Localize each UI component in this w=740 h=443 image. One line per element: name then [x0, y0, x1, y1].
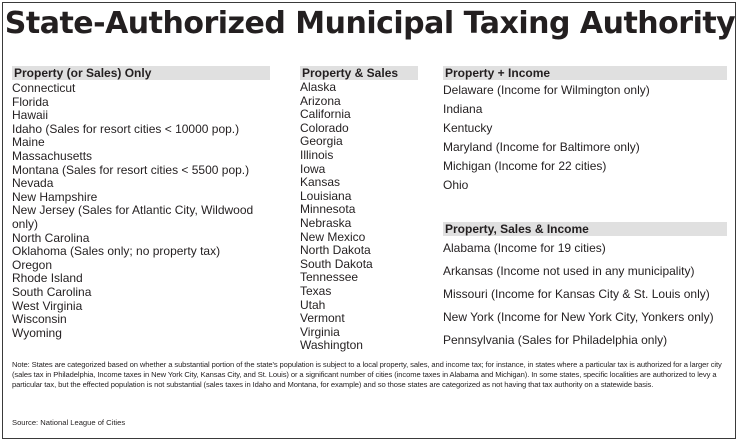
- state-item: Iowa: [300, 161, 326, 176]
- column-property-or-sales-only: [12, 66, 270, 340]
- state-item: Alabama (Income for 19 cities): [443, 241, 606, 255]
- state-item: Arizona: [300, 93, 341, 108]
- state-item: Rhode Island: [12, 271, 83, 286]
- state-item: North Dakota: [300, 243, 371, 258]
- column-property-sales-income: [443, 222, 727, 352]
- state-item: Wisconsin: [12, 312, 67, 327]
- state-item: Arkansas (Income not used in any municipality): [443, 264, 695, 278]
- state-item: Virginia: [300, 324, 340, 339]
- state-item: Oklahoma (Sales only; no property tax): [12, 244, 221, 259]
- state-item: Wyoming: [12, 325, 62, 340]
- state-item: Massachusetts: [12, 148, 93, 163]
- state-item: Alaska: [300, 80, 337, 94]
- state-list: [300, 81, 418, 353]
- state-list: [443, 237, 727, 352]
- column-header: Property (or Sales) Only: [12, 66, 270, 80]
- state-item: Colorado: [300, 120, 349, 135]
- column-property-plus-income: [443, 66, 727, 195]
- column-header: Property & Sales: [300, 66, 418, 80]
- state-item: West Virginia: [12, 298, 83, 313]
- state-item: Kansas: [300, 175, 341, 190]
- state-item: South Carolina: [12, 284, 92, 299]
- state-item: New Mexico: [300, 229, 366, 244]
- state-item: Nebraska: [300, 215, 352, 230]
- state-item: Idaho (Sales for resort cities < 10000 pop.): [12, 121, 240, 136]
- state-item: Illinois: [300, 147, 334, 162]
- figure-title: State-Authorized Municipal Taxing Authority: [4, 6, 736, 41]
- footnote: Note: States are categorized based on whether a substantial portion of the state's population is subject to a local property, sales, and income tax; for instance, in states where a particular tax is authorized for a larger city (sales tax in Philadelphia, Income taxes in New York City, Kansas City, and St. Louis) or a significant number of cities (income taxes in Alabama and Michigan). In some states, specific localities are authorized to levy a particular tax, but the effected population is not substantial (sales taxes in Idaho and Montana, for example) and so those states are categorized as not having that tax authority on a statewide basis.: [12, 360, 722, 389]
- state-item: Delaware (Income for Wilmington only): [443, 83, 650, 97]
- state-item: South Dakota: [300, 256, 373, 271]
- state-item: Nevada: [12, 176, 54, 191]
- state-item: New Jersey (Sales for Atlantic City, Wildwood only): [12, 203, 254, 231]
- state-item: Utah: [300, 297, 326, 312]
- state-item: Montana (Sales for resort cities < 5500 pop.): [12, 162, 250, 177]
- state-item: New Hampshire: [12, 189, 98, 204]
- state-item: Georgia: [300, 134, 343, 149]
- state-item: Kentucky: [443, 121, 493, 135]
- state-item: Vermont: [300, 311, 345, 326]
- column-header: Property + Income: [443, 66, 727, 80]
- state-item: Indiana: [443, 102, 483, 116]
- state-item: Connecticut: [12, 81, 76, 95]
- column-property-and-sales: [300, 66, 418, 353]
- state-item: Ohio: [443, 178, 469, 192]
- state-item: Pennsylvania (Sales for Philadelphia only): [443, 333, 668, 347]
- state-item: Maryland (Income for Baltimore only): [443, 140, 640, 154]
- state-item: Minnesota: [300, 202, 356, 217]
- source-line: Source: National League of Cities: [12, 418, 126, 427]
- state-item: Maine: [12, 135, 45, 150]
- state-item: Tennessee: [300, 270, 359, 285]
- state-item: Michigan (Income for 22 cities): [443, 159, 607, 173]
- state-item: New York (Income for New York City, Yonkers only): [443, 310, 714, 324]
- state-list: [443, 81, 727, 195]
- state-item: Washington: [300, 338, 363, 353]
- state-item: Texas: [300, 283, 332, 298]
- state-item: North Carolina: [12, 230, 90, 245]
- state-item: Hawaii: [12, 108, 49, 123]
- state-item: Louisiana: [300, 188, 352, 203]
- state-item: Oregon: [12, 257, 53, 272]
- state-item: Florida: [12, 94, 49, 109]
- column-header: Property, Sales & Income: [443, 222, 727, 236]
- state-item: Missouri (Income for Kansas City & St. Louis only): [443, 287, 710, 301]
- state-item: California: [300, 107, 351, 122]
- state-list: [12, 82, 270, 340]
